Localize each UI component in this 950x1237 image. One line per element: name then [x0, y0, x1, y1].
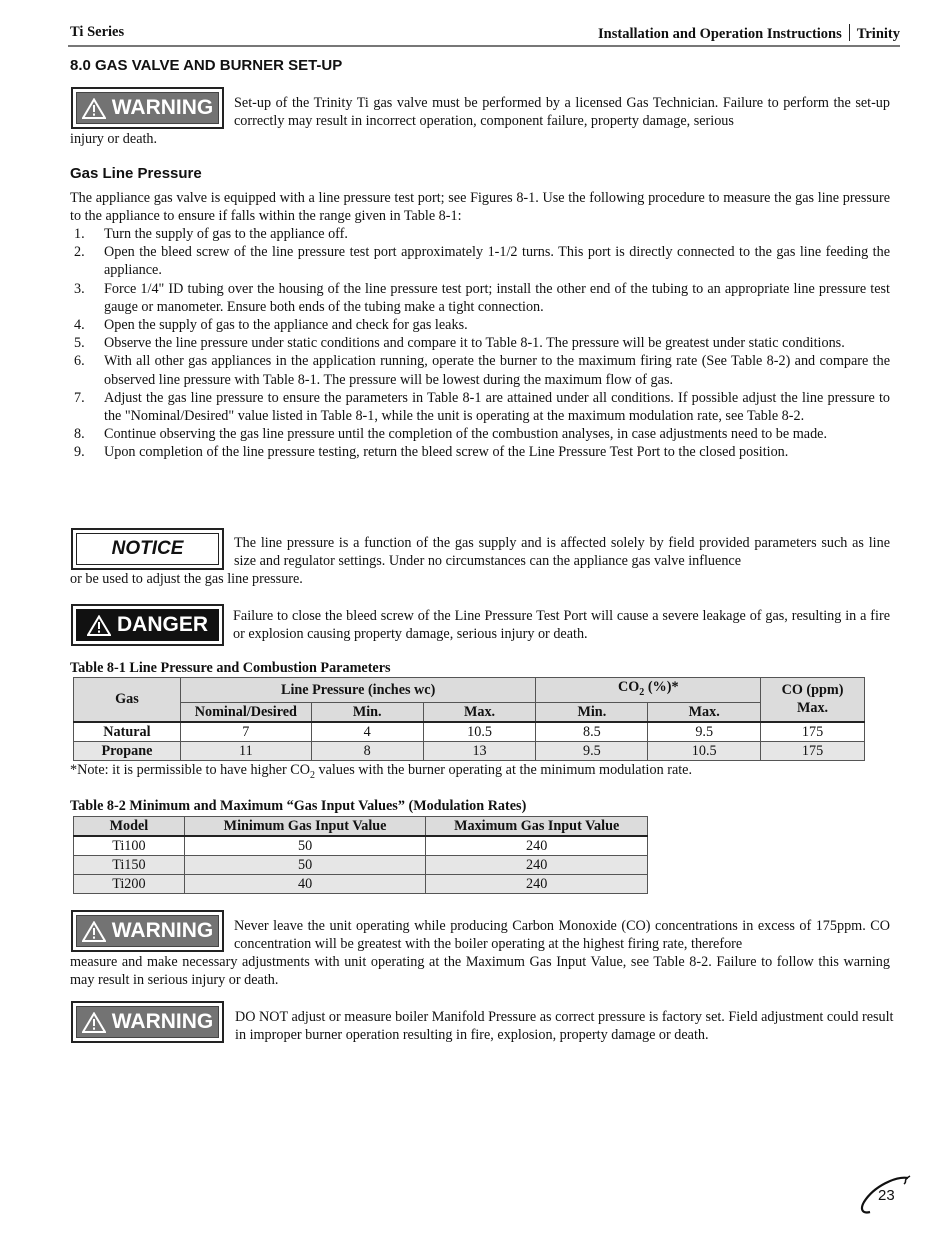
- warning-label-text: WARNING: [111, 1010, 214, 1033]
- table-8-2-caption: Table 8-2 Minimum and Maximum “Gas Input Values” (Modulation Rates): [70, 798, 527, 814]
- cell-min: 50: [184, 836, 426, 856]
- cell-gas: Propane: [74, 741, 181, 760]
- step-number: 3.: [74, 280, 85, 297]
- cell-min: 40: [184, 875, 426, 894]
- table-header-nominal: Nominal/Desired: [180, 702, 311, 722]
- cell-min: 50: [184, 856, 426, 875]
- table-header-gas: Gas: [74, 678, 181, 722]
- cell-gas: Natural: [74, 722, 181, 742]
- cell-co2-min: 9.5: [536, 741, 648, 760]
- list-item: [70, 280, 890, 316]
- list-item: [70, 316, 890, 334]
- step-text: Open the bleed screw of the line pressure test port approximately 1-1/2 turns. This port is directly connected to the gas line feeding the appliance.: [104, 244, 890, 279]
- table-row: [74, 741, 865, 760]
- gas-line-pressure-heading: Gas Line Pressure: [70, 165, 202, 182]
- warning-2-text: Never leave the unit operating while producing Carbon Monoxide (CO) concentrations in excess of 175ppm. CO concentration will be greatest with the boiler operating at the highest firing rate, therefore: [234, 918, 890, 952]
- header-brand: Trinity: [856, 26, 900, 42]
- step-text: Adjust the gas line pressure to ensure the parameters in Table 8-1 are attained under all conditions. If possible adjust the line pressure to the "Nominal/Desired" value listed in Table 8-1, while the unit is operating at the maximum modulation rate, see Table 8-2.: [104, 389, 890, 425]
- list-item: [70, 443, 890, 461]
- notice-label: [71, 528, 224, 570]
- cell-lp-min: 4: [311, 722, 423, 742]
- step-text: Turn the supply of gas to the appliance off.: [104, 226, 348, 242]
- warning-triangle-icon: [82, 921, 106, 942]
- warning-label-2: [71, 910, 224, 952]
- table-row: [74, 836, 648, 856]
- gas-line-intro: The appliance gas valve is equipped with a line pressure test port; see Figures 8-1. Use the following procedure to measure the gas line pressure to the appliance to ensure if falls within the range given in Table 8-1:: [70, 190, 890, 225]
- cell-max: 240: [426, 856, 648, 875]
- cell-co: 175: [761, 741, 865, 760]
- cell-lp-min: 8: [311, 741, 423, 760]
- warning-1-text: Set-up of the Trinity Ti gas valve must be performed by a licensed Gas Technician. Failure to perform the set-up correctly may result in incorrect operation, component failure, property damage, serious: [234, 95, 890, 129]
- page-number: 23: [878, 1187, 895, 1204]
- co2-label: CO: [617, 679, 640, 695]
- header-series: Ti Series: [70, 24, 125, 40]
- table-header-co2: [536, 678, 761, 703]
- cell-model: Ti150: [74, 856, 185, 875]
- note-subscript: 2: [309, 769, 315, 781]
- list-item: [70, 243, 890, 279]
- danger-label: [71, 604, 224, 646]
- step-number: 7.: [74, 389, 85, 406]
- table-header-lp-max: Max.: [423, 702, 536, 722]
- step-number: 5.: [74, 335, 85, 352]
- warning-triangle-icon: [82, 98, 106, 119]
- table-row: [74, 856, 648, 875]
- step-number: 9.: [74, 444, 85, 461]
- warning-triangle-icon: [82, 1012, 106, 1033]
- cell-lp-max: 13: [423, 741, 536, 760]
- table-header-model: Model: [74, 817, 185, 837]
- list-item: [70, 352, 890, 388]
- table-row: [74, 875, 648, 894]
- notice-text: The line pressure is a function of the gas supply and is affected solely by field provided parameters such as line size and regulator settings. Under no circumstances can the appliance gas valve influence: [234, 535, 890, 569]
- cell-model: Ti200: [74, 875, 185, 894]
- step-text: Force 1/4" ID tubing over the housing of the line pressure test port; install the other end of the tubing to an appropriate line pressure test gauge or manometer. Ensure both ends of the tubing make a tight connection.: [104, 280, 890, 315]
- note-text-a: *Note: it is permissible to have higher CO: [70, 762, 310, 778]
- cell-co: 175: [761, 722, 865, 742]
- warning-label-text: WARNING: [111, 919, 214, 942]
- list-item: [70, 389, 890, 425]
- table-8-1-caption: Table 8-1 Line Pressure and Combustion Parameters: [70, 660, 391, 676]
- table-header-lp-min: Min.: [311, 702, 423, 722]
- warning-label-1: [71, 87, 224, 129]
- list-item: [70, 225, 890, 243]
- warning-3-text: DO NOT adjust or measure boiler Manifold Pressure as correct pressure is factory set. Field adjustment could result in improper burner operation resulting in fire, explosion, property damage or death.: [235, 1009, 894, 1043]
- step-number: 2.: [74, 244, 85, 261]
- notice-label-text: NOTICE: [111, 538, 184, 559]
- cell-co2-max: 10.5: [648, 741, 761, 760]
- step-text: Continue observing the gas line pressure until the completion of the combustion analyses, in case adjustments need to be made.: [104, 426, 828, 443]
- co-header-line2: Max.: [796, 700, 829, 717]
- cell-co2-max: 9.5: [648, 722, 761, 742]
- danger-label-text: DANGER: [116, 613, 208, 636]
- header-title: [598, 24, 900, 43]
- cell-co2-min: 8.5: [536, 722, 648, 742]
- cell-nominal: 11: [180, 741, 311, 760]
- cell-lp-max: 10.5: [423, 722, 536, 742]
- list-item: [70, 425, 890, 443]
- danger-triangle-icon: [87, 615, 111, 636]
- danger-text: Failure to close the bleed screw of the Line Pressure Test Port will cause a severe leakage of gas, resulting in a fire or explosion causing property damage, serious injury or death.: [233, 608, 890, 642]
- step-text: Observe the line pressure under static conditions and compare it to Table 8-1. The pressure will be greatest under static conditions.: [104, 335, 845, 352]
- table-header-co2-min: Min.: [536, 702, 648, 722]
- section-title: 8.0 GAS VALVE AND BURNER SET-UP: [70, 57, 343, 74]
- page-header: [70, 22, 900, 44]
- warning-1-text-cont: injury or death.: [70, 131, 158, 147]
- header-separator: [849, 24, 850, 41]
- notice-text-cont: or be used to adjust the gas line pressure.: [70, 571, 303, 587]
- warning-label-3: [71, 1001, 224, 1043]
- co2-unit: (%)*: [644, 679, 679, 695]
- cell-nominal: 7: [180, 722, 311, 742]
- table-row: [74, 722, 865, 742]
- table-8-2: [73, 816, 648, 894]
- header-doc-title: Installation and Operation Instructions: [598, 26, 842, 42]
- note-text-b: values with the burner operating at the minimum modulation rate.: [314, 762, 693, 778]
- warning-label-text: WARNING: [111, 96, 214, 119]
- table-header-min-gas: Minimum Gas Input Value: [184, 817, 426, 837]
- table-header-line-pressure: Line Pressure (inches wc): [180, 678, 536, 703]
- procedure-steps: [70, 225, 890, 462]
- table-header-co2-max: Max.: [648, 702, 761, 722]
- warning-2-text-cont: measure and make necessary adjustments with unit operating at the Maximum Gas Input Value, see Table 8-2. Failure to follow this warning may result in serious injury or death.: [70, 954, 890, 988]
- step-number: 1.: [74, 226, 85, 242]
- co2-subscript: 2: [639, 686, 645, 698]
- table-8-1: [73, 677, 865, 761]
- table-header-co: [761, 678, 865, 722]
- step-text: With all other gas appliances in the application running, operate the burner to the maximum firing rate (See Table 8-2) and compare the observed line pressure with Table 8-1. The pressure will be lowest during the maximum flow of gas.: [104, 353, 890, 388]
- step-text: Open the supply of gas to the appliance and check for gas leaks.: [104, 317, 468, 334]
- cell-model: Ti100: [74, 836, 185, 856]
- co-header-line1: CO (ppm): [781, 682, 844, 699]
- step-number: 8.: [74, 426, 85, 443]
- step-number: 4.: [74, 317, 85, 334]
- header-rule: [68, 45, 900, 47]
- cell-max: 240: [426, 836, 648, 856]
- step-text: Upon completion of the line pressure testing, return the bleed screw of the Line Pressure Test Port to the closed position.: [104, 444, 789, 461]
- cell-max: 240: [426, 875, 648, 894]
- table-8-1-note: [70, 762, 692, 781]
- step-number: 6.: [74, 353, 85, 370]
- list-item: [70, 334, 890, 352]
- table-header-max-gas: Maximum Gas Input Value: [426, 817, 648, 837]
